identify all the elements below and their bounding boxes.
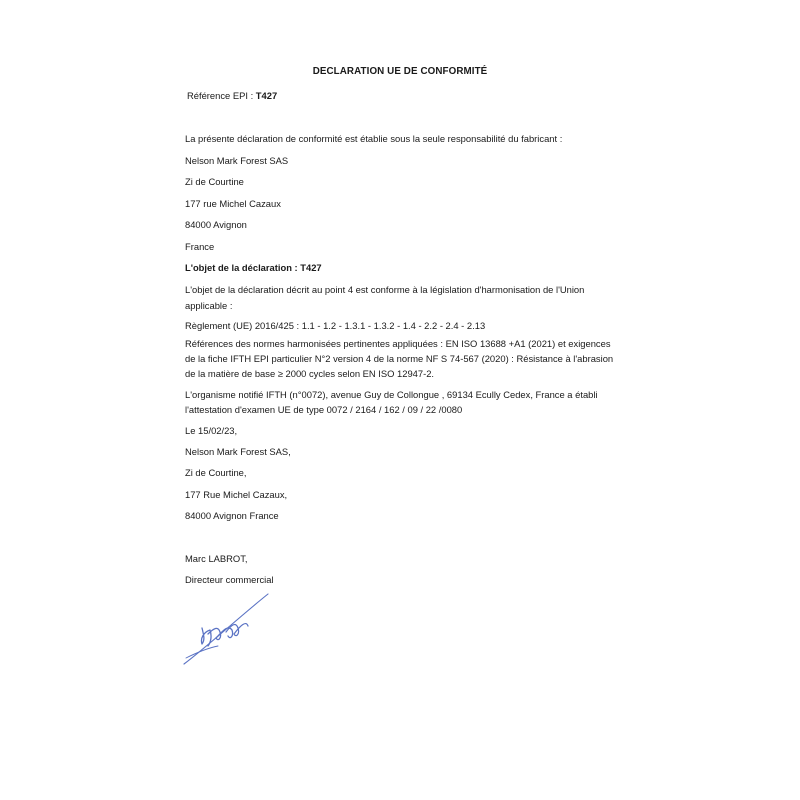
signatory-title: Directeur commercial [185, 574, 274, 585]
sign-block-address-line1: Zi de Courtine, [185, 467, 247, 478]
declaration-date: Le 15/02/23, [185, 425, 238, 436]
signatory-name: Marc LABROT, [185, 553, 248, 564]
reference-line [187, 88, 277, 104]
intro-text: La présente déclaration de conformité est établie sous la seule responsabilité du fabricant : [185, 133, 563, 144]
standards-line-3: de la matière de base ≥ 2000 cycles selon EN ISO 12947-2. [185, 368, 435, 379]
signature-strokes [184, 594, 268, 664]
standards-line-2: de la fiche IFTH EPI particulier N°2 version 4 de la norme NF S 74-567 (2020) : Résistance à l'abrasion [185, 353, 614, 364]
manufacturer-country: France [185, 241, 215, 252]
regulation-text: Règlement (UE) 2016/425 : 1.1 - 1.2 - 1.3.1 - 1.3.2 - 1.4 - 2.2 - 2.4 - 2.13 [185, 320, 486, 331]
sign-block-company: Nelson Mark Forest SAS, [185, 446, 291, 457]
sign-block-postal-city: 84000 Avignon France [185, 510, 279, 521]
reference-label: Référence EPI : [187, 90, 256, 101]
handwritten-signature [178, 588, 274, 668]
notified-body-line-2: l'attestation d'examen UE de type 0072 / 2164 / 162 / 09 / 22 /0080 [185, 404, 463, 415]
document-title: DECLARATION UE DE CONFORMITÉ [312, 66, 488, 77]
manufacturer-address-line2: 177 rue Michel Cazaux [185, 198, 281, 209]
reference-value: T427 [255, 90, 278, 101]
object-text: L'objet de la déclaration décrit au point 4 est conforme à la législation d'harmonisation de l'Union applicable : [185, 284, 585, 311]
manufacturer-address-line1: Zi de Courtine [185, 176, 244, 187]
object-heading: L'objet de la déclaration : T427 [185, 262, 322, 273]
standards-line-1: Références des normes harmonisées pertinentes appliquées : EN ISO 13688 +A1 (2021) et exigences [185, 338, 611, 349]
manufacturer-postal-city: 84000 Avignon [185, 219, 247, 230]
notified-body-line-1: L'organisme notifié IFTH (n°0072), avenue Guy de Collongue , 69134 Ecully Cedex, France a établi [185, 389, 598, 400]
manufacturer-name: Nelson Mark Forest SAS [185, 155, 289, 166]
sign-block-address-line2: 177 Rue Michel Cazaux, [185, 489, 288, 500]
